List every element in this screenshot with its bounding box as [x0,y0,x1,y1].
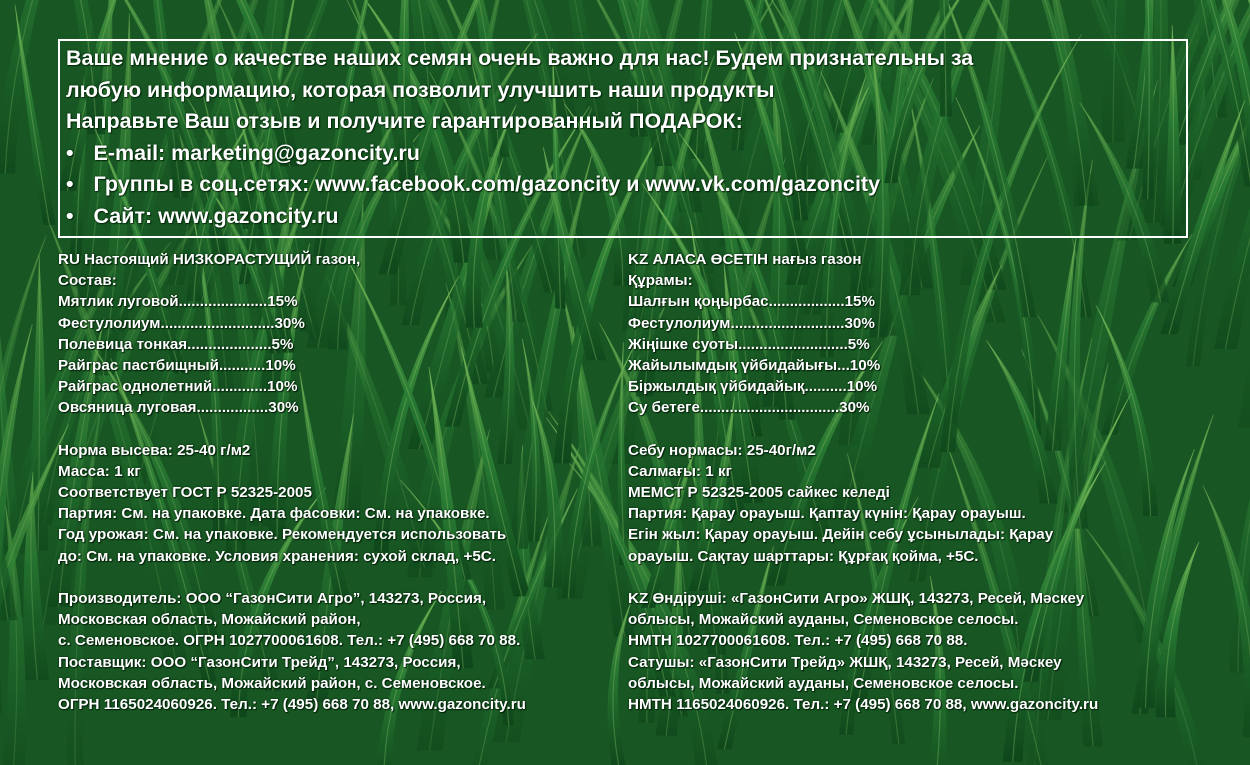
ru-composition-item: Райграс пастбищный...........10% [58,356,296,374]
kz-column [628,249,1228,715]
ru-spec: Год урожая: См. на упаковке. Рекомендуется использовать [58,526,507,544]
kz-supplier-line: Сатушы: «ГазонСити Трейд» ЖШҚ, 143273, Ресей, Мәскеу [628,653,1062,671]
ru-composition-item: Полевица тонкая....................5% [58,335,294,353]
site-link[interactable]: Сайт: www.gazoncity.ru [93,203,339,228]
email-link[interactable]: E-mail: marketing@gazoncity.ru [93,140,420,165]
ru-spec: Соответствует ГОСТ Р 52325-2005 [58,484,312,502]
bullet-icon: • [66,140,74,165]
bullet-site[interactable] [66,201,1186,233]
ru-column [58,249,618,715]
ru-composition-label: Состав: [58,272,117,290]
kz-spec: МЕМСТ Р 52325-2005 сайкес келеді [628,484,890,502]
ru-supplier-line: ОГРН 1165024060926. Тел.: +7 (495) 668 70 88, www.gazoncity.ru [58,695,526,713]
feedback-block [66,43,1186,232]
kz-supplier-line: облысы, Можайский ауданы, Семеновское селосы. [628,674,1019,692]
kz-supplier-line: НМТН 1165024060926. Тел.: +7 (495) 668 70 88, www.gazoncity.ru [628,695,1099,713]
ru-spec: Норма высева: 25-40 г/м2 [58,441,251,459]
kz-composition-item: Фестулолиум...........................30% [628,314,875,332]
ru-producer-line: Московская область, Можайский район, [58,611,361,629]
kz-title: KZ АЛАСА ӨСЕТІН нағыз газон [628,251,862,268]
kz-composition-item: Біржылдық үйбидайық..........10% [628,378,878,396]
kz-spec: орауыш. Сақтау шарттары: Құрғақ қойма, +5С. [628,547,979,565]
ru-supplier-line: Московская область, Можайский район, с. Семеновское. [58,674,486,692]
feedback-line: любую информацию, которая позволит улучшить наши продукты [66,77,775,102]
kz-composition-label: Құрамы: [628,272,693,290]
social-links[interactable]: Группы в соц.сетях: www.facebook.com/gazoncity и www.vk.com/gazoncity [93,172,881,196]
feedback-line: Направьте Ваш отзыв и получите гарантированный ПОДАРОК: [66,109,743,133]
kz-composition-item: Жіңішке суоты..........................5% [628,335,870,353]
ru-composition-item: Мятлик луговой.....................15% [58,293,298,311]
kz-spec: Егін жыл: Қарау орауыш. Дейін себу ұсынылады: Қарау [628,526,1054,544]
kz-producer-line: НМТН 1027700061608. Тел.: +7 (495) 668 70 88. [628,632,968,650]
kz-spec: Партия: Қарау орауыш. Қаптау күнін: Қарау орауыш. [628,505,1026,523]
feedback-line: Ваше мнение о качестве наших семян очень важно для нас! Будем признательны за [66,46,974,70]
kz-producer-line: KZ Өндіруші: «ГазонСити Агро» ЖШҚ, 143273, Ресей, Мәскеу [628,590,1085,607]
ru-supplier-line: Поставщик: ООО “ГазонСити Трейд”, 143273, Россия, [58,653,461,671]
ru-composition-item: Райграс однолетний.............10% [58,378,298,396]
ru-spec: Масса: 1 кг [58,462,141,480]
kz-composition-item: Жайылымдық үйбидайығы...10% [628,356,881,374]
bullet-icon: • [66,172,74,196]
ru-spec: до: См. на упаковке. Условия хранения: сухой склад, +5С. [58,547,496,565]
kz-composition-item: Шалғын қоңырбас..................15% [628,293,875,311]
ru-title: RU Настоящий НИЗКОРАСТУЩИЙ газон, [58,251,361,268]
ru-composition-item: Фестулолиум...........................30% [58,314,305,332]
bullet-email[interactable] [66,138,1186,170]
kz-spec: Салмағы: 1 кг [628,462,732,480]
ru-spec: Партия: См. на упаковке. Дата фасовки: См. на упаковке. [58,505,490,523]
kz-composition-item: Су бетеге.................................30% [628,399,870,417]
bullet-icon: • [66,203,74,228]
bullet-social[interactable] [66,169,1186,201]
ru-composition-item: Овсяница луговая.................30% [58,399,299,417]
ru-producer-line: Производитель: ООО “ГазонСити Агро”, 143273, Россия, [58,590,487,607]
ru-producer-line: с. Семеновское. ОГРН 1027700061608. Тел.: +7 (495) 668 70 88. [58,632,521,650]
kz-producer-line: облысы, Можайский ауданы, Семеновское селосы. [628,611,1019,629]
kz-spec: Себу нормасы: 25-40г/м2 [628,441,816,459]
